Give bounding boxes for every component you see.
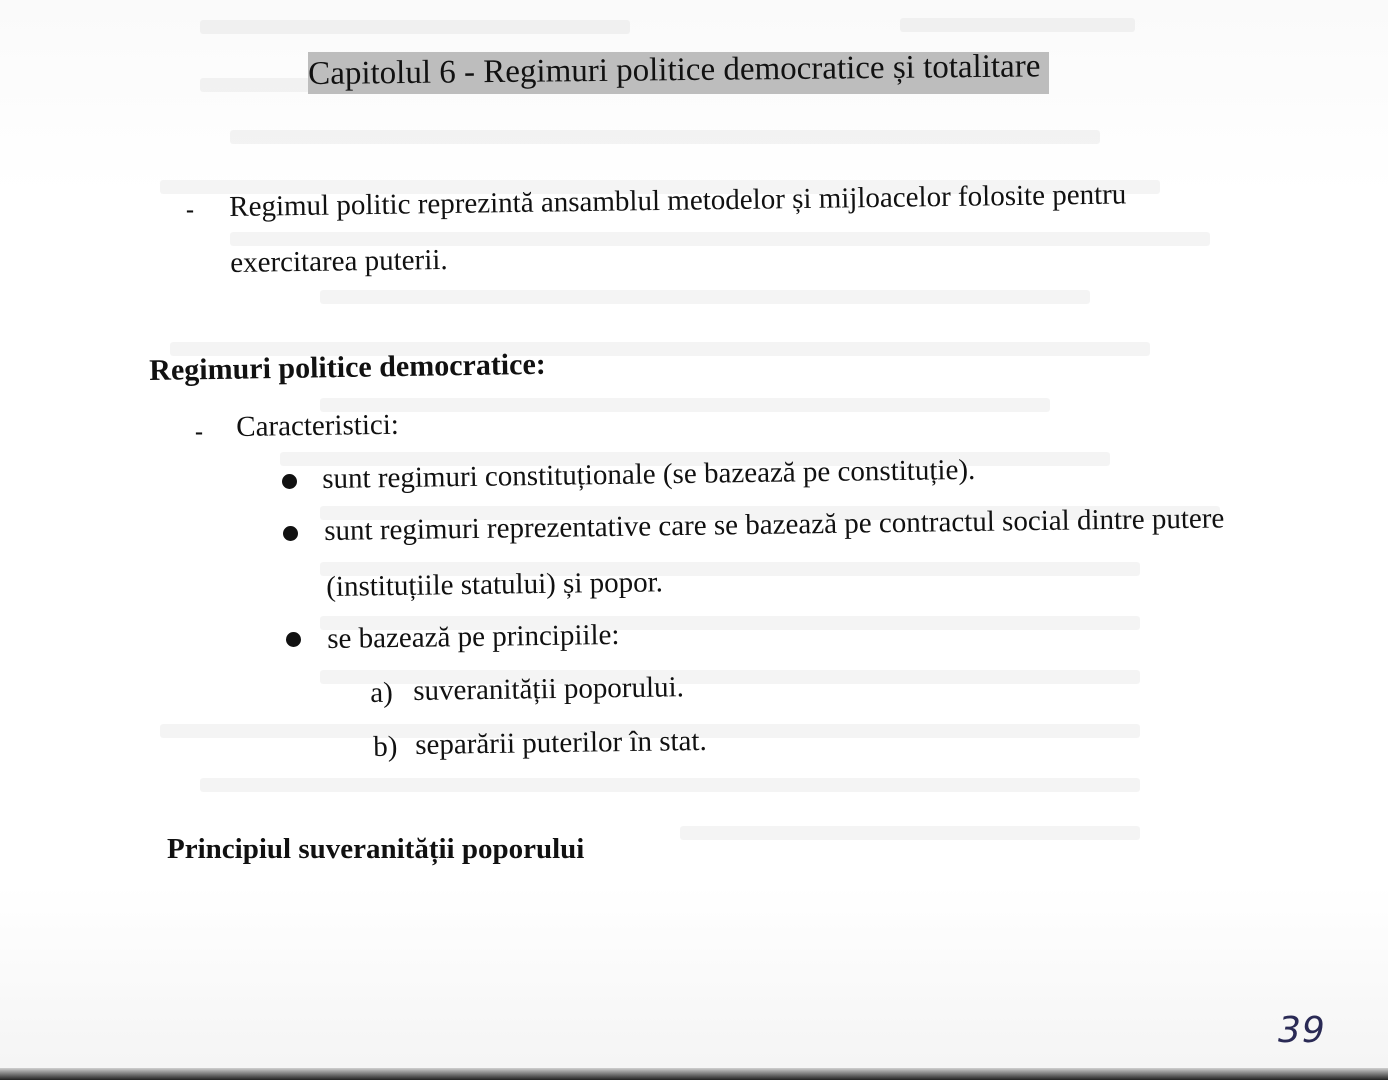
characteristic-item-2-line-1: sunt regimuri reprezentative care se bazează pe contractul social dintre putere [324,502,1225,547]
principle-item-a: suveranității poporului. [413,671,685,707]
characteristics-label: Caracteristici: [236,408,400,443]
section-heading-popular-sovereignty: Principiul suveranității poporului [167,833,585,865]
definition-line-1: Regimul politic reprezintă ansamblul metodelor și mijloacelor folosite pentru [229,178,1127,223]
page-number: 39 [1278,1010,1326,1051]
definition-dash: - [186,197,194,223]
principle-marker-a: a) [370,676,393,709]
page-bottom-edge [0,1068,1388,1080]
bullet-icon [286,632,301,647]
chapter-title: Capitolul 6 - Regimuri politice democratice și totalitare [308,48,1041,92]
characteristic-item-3: se bazează pe principiile: [327,618,620,655]
section-heading-democratic-regimes: Regimuri politice democratice: [149,347,547,387]
characteristic-item-2-line-2: (instituțiile statului) și popor. [326,566,664,603]
principle-item-b: separării puterilor în stat. [415,724,707,761]
characteristic-item-1: sunt regimuri constituționale (se bazează pe constituție). [322,453,976,495]
bullet-icon [283,526,298,541]
characteristics-dash: - [195,419,203,445]
principle-marker-b: b) [373,730,398,763]
bullet-icon [282,474,297,489]
definition-line-2: exercitarea puterii. [230,243,448,279]
